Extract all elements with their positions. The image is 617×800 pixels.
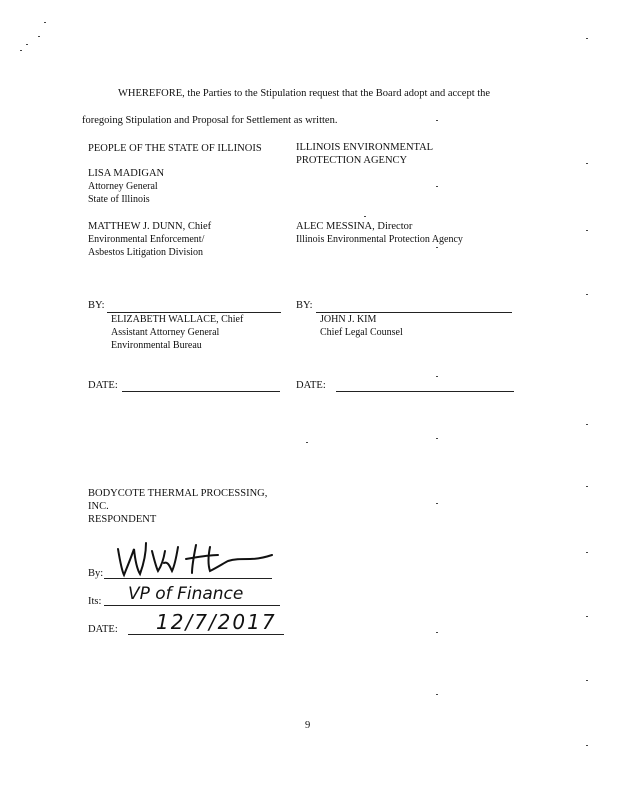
left-signer-bureau: Environmental Bureau <box>111 340 202 351</box>
left-signer-name: ELIZABETH WALLACE, Chief <box>111 314 244 325</box>
scan-speck <box>44 22 46 23</box>
respondent-role: RESPONDENT <box>88 514 157 525</box>
respondent-date-value: 12/7/2017 <box>156 610 277 634</box>
handwritten-signature <box>110 537 280 582</box>
left-by-signature-line[interactable] <box>107 312 281 313</box>
iepa-heading-line-1: ILLINOIS ENVIRONMENTAL <box>296 142 434 153</box>
left-date-line[interactable] <box>122 391 280 392</box>
scan-speck <box>586 424 588 425</box>
scan-speck <box>20 50 22 51</box>
scan-speck <box>586 680 588 681</box>
state-of-illinois: State of Illinois <box>88 194 150 205</box>
respondent-its-line[interactable] <box>104 605 280 606</box>
chief-name: MATTHEW J. DUNN, Chief <box>88 221 212 232</box>
scan-speck <box>586 230 588 231</box>
right-date-label: DATE: <box>296 380 326 391</box>
scan-speck <box>436 503 438 504</box>
scan-speck <box>586 552 588 553</box>
scan-speck <box>436 438 438 439</box>
respondent-its-value: VP of Finance <box>128 584 244 604</box>
scan-speck <box>586 294 588 295</box>
respondent-by-label: By: <box>88 568 104 579</box>
left-date-label: DATE: <box>88 380 118 391</box>
respondent-name-line-2: INC. <box>88 501 109 512</box>
page-number: 9 <box>305 720 311 731</box>
scan-speck <box>436 694 438 695</box>
iepa-heading-line-2: PROTECTION AGENCY <box>296 155 408 166</box>
chief-department-1: Environmental Enforcement/ <box>88 234 205 245</box>
scan-speck <box>586 163 588 164</box>
scan-speck <box>436 376 438 377</box>
right-by-signature-line[interactable] <box>316 312 512 313</box>
scan-speck <box>436 247 438 248</box>
scan-speck <box>306 442 308 443</box>
respondent-its-label: Its: <box>88 596 102 607</box>
right-signer-name: JOHN J. KIM <box>320 314 377 325</box>
attorney-general-name: LISA MADIGAN <box>88 168 165 179</box>
scan-speck <box>586 616 588 617</box>
scan-speck <box>586 486 588 487</box>
attorney-general-title: Attorney General <box>88 181 158 192</box>
scan-speck <box>586 38 588 39</box>
director-name: ALEC MESSINA, Director <box>296 221 413 232</box>
scan-speck <box>586 745 588 746</box>
right-by-label: BY: <box>296 300 313 311</box>
respondent-date-label: DATE: <box>88 624 118 635</box>
chief-department-2: Asbestos Litigation Division <box>88 247 203 258</box>
director-organization: Illinois Environmental Protection Agency <box>296 234 463 245</box>
right-signer-title: Chief Legal Counsel <box>320 327 403 338</box>
left-by-label: BY: <box>88 300 105 311</box>
left-signer-title: Assistant Attorney General <box>111 327 220 338</box>
scan-speck <box>26 44 28 45</box>
wherefore-line-2: foregoing Stipulation and Proposal for Settlement as written. <box>82 115 338 126</box>
scan-speck <box>436 120 438 121</box>
scan-speck <box>38 36 40 37</box>
scan-speck <box>436 186 438 187</box>
wherefore-line-1: WHEREFORE, the Parties to the Stipulation request that the Board adopt and accept the <box>118 88 491 99</box>
people-of-illinois-heading: PEOPLE OF THE STATE OF ILLINOIS <box>88 143 262 154</box>
respondent-date-line[interactable] <box>128 634 284 635</box>
respondent-name-line-1: BODYCOTE THERMAL PROCESSING, <box>88 488 268 499</box>
scan-speck <box>364 216 366 217</box>
scan-speck <box>436 632 438 633</box>
right-date-line[interactable] <box>336 391 514 392</box>
